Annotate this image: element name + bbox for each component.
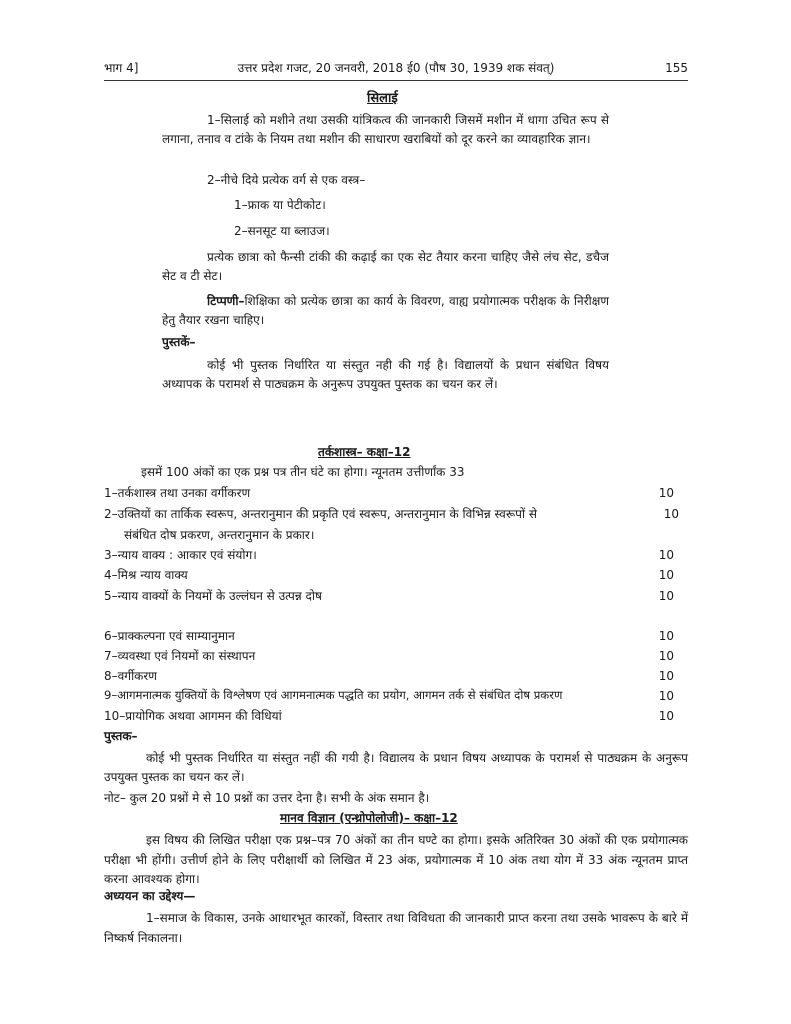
logic-marks-5: 10	[658, 589, 674, 603]
logic-item-4: 4–मिश्र न्याय वाक्य	[104, 568, 188, 582]
logic-intro: इसमें 100 अंकों का एक प्रश्न पत्र तीन घंटे का होगा। न्यूनतम उत्तीर्णांक 33	[141, 465, 465, 479]
page-number: 155	[665, 61, 688, 75]
part-label: भाग 4]	[104, 61, 139, 75]
logic-marks-6: 10	[658, 629, 674, 643]
silai-books-text: कोई भी पुस्तक निर्धारित या संस्तुत नही की गई है। विद्यालयों के प्रधान संबंधित विषय अध्यापक के परामर्श से पाठ्यक्रम के अनुरूप उपयुक्त पुस्तक का चयन कर लें।	[162, 358, 609, 391]
logic-item-5: 5–न्याय वाक्यों के नियमों के उल्लंघन से उत्पन्न दोष	[104, 589, 322, 603]
logic-item-3: 3–न्याय वाक्य : आकार एवं संयोग।	[104, 548, 257, 562]
logic-marks-7: 10	[658, 649, 674, 663]
silai-paragraph-2: 2–नीचे दिये प्रत्येक वर्ग से एक वस्त्र–	[207, 173, 366, 187]
logic-item-10: 10–प्रायोगिक अथवा आगमन की विधियां	[104, 709, 282, 723]
silai-books-heading: पुस्तकें–	[162, 335, 196, 349]
logic-item-7: 7–व्यवस्था एवं नियमों का संस्थापन	[104, 649, 256, 663]
logic-item-2-cont: संबंधित दोष प्रकरण, अन्तरानुमान के प्रकार।	[124, 528, 315, 542]
logic-item-2: 2–उक्तियों का तार्किक स्वरूप, अन्तरानुमान की प्रकृति एवं स्वरूप, अन्तरानुमान के विभिन्न स्वरूपों से	[104, 507, 538, 521]
logic-marks-8: 10	[658, 669, 674, 683]
logic-item-1: 1–तर्कशास्त्र तथा उनका वर्गीकरण	[104, 486, 251, 500]
logic-note: नोट– कुल 20 प्रश्नों मे से 10 प्रश्नों का उत्तर देना है। सभी के अंक समान है।	[104, 791, 430, 805]
note-text: शिक्षिका को प्रत्येक छात्रा का कार्य के विवरण, वाह्य प्रयोगात्मक परीक्षक के निरीक्षण हेतु तैयार रखना चाहिए।	[162, 294, 609, 327]
logic-marks-3: 10	[658, 548, 674, 562]
logic-marks-1: 10	[658, 486, 674, 500]
section-title-anthro: मानव विज्ञान (एन्थ्रोपोलोजी)– कक्षा–12	[280, 811, 458, 825]
silai-paragraph-1: 1–सिलाई को मशीने तथा उसकी यांत्रिकत्व की जानकारी जिसमें मशीन में धागा उचित रूप से लगाना, तनाव व टांके के नियम तथा मशीन की साधारण खराबियों को दूर करने का व्यावहारिक ज्ञान।	[162, 113, 609, 146]
logic-marks-2: 10	[663, 507, 679, 521]
page-header	[104, 61, 688, 77]
section-title-logic: तर्कशास्त्र– कक्षा–12	[318, 445, 411, 459]
logic-marks-9: 10	[658, 689, 674, 703]
note-label: टिप्पणी–	[207, 294, 245, 308]
anthro-objective-1: 1–समाज के विकास, उनके आधारभूत कारकों, विस्तार तथा विविधता की जानकारी प्राप्त करना तथा उसके भावरूप के बारे में निष्कर्ष निकालना।	[104, 911, 688, 945]
silai-item-1: 1–फ्राक या पेटीकोट।	[234, 198, 326, 212]
logic-item-6: 6–प्राक्कल्पना एवं साम्यानुमान	[104, 629, 235, 643]
silai-item-2: 2–सनसूट या ब्लाउज।	[234, 224, 330, 238]
anthro-objective-heading: अध्ययन का उद्देश्य—	[104, 889, 196, 903]
logic-books-text: कोई भी पुस्तक निर्धारित या संस्तुत नहीं की गयी है। विद्यालय के प्रधान विषय अध्यापक के परामर्श से पाठ्यक्रम के अनुरूप उपयुक्त पुस्तक का चयन कर लें।	[104, 751, 688, 784]
silai-note	[162, 292, 609, 329]
header-rule	[104, 80, 688, 81]
section-title-silai: सिलाई	[367, 91, 398, 106]
logic-books-heading: पुस्तक–	[104, 729, 138, 743]
logic-item-9: 9–आगमनात्मक युक्तियों के विश्लेषण एवं आगमनात्मक पद्धति का प्रयोग, आगमन तर्क से संबंधित दोष प्रकरण	[104, 688, 563, 702]
silai-paragraph-3: प्रत्येक छात्रा को फैन्सी टांकी की कढ़ाई का एक सेट तैयार करना चाहिए जैसे लंच सेट, डचैज सेट व टी सेट।	[162, 250, 609, 283]
gazette-title: उत्तर प्रदेश गजट, 20 जनवरी, 2018 ई0 (पौष 30, 1939 शक संवत्)	[237, 61, 555, 75]
logic-item-8: 8–वर्गीकरण	[104, 669, 157, 683]
anthro-intro: इस विषय की लिखित परीक्षा एक प्रश्न–पत्र 70 अंकों का तीन घण्टे का होगा। इसके अतिरिक्त 30 अंकों की एक प्रयोगात्मक परीक्षा भी होंगी। उत्तीर्ण होने के लिए परीक्षार्थी को लिखित में 23 अंक, प्रयोगात्मक में 10 अंक तथा योग में 33 अंक न्यूनतम प्राप्त करना आवश्यक होगा।	[104, 833, 688, 886]
logic-marks-10: 10	[658, 709, 674, 723]
logic-marks-4: 10	[658, 568, 674, 582]
